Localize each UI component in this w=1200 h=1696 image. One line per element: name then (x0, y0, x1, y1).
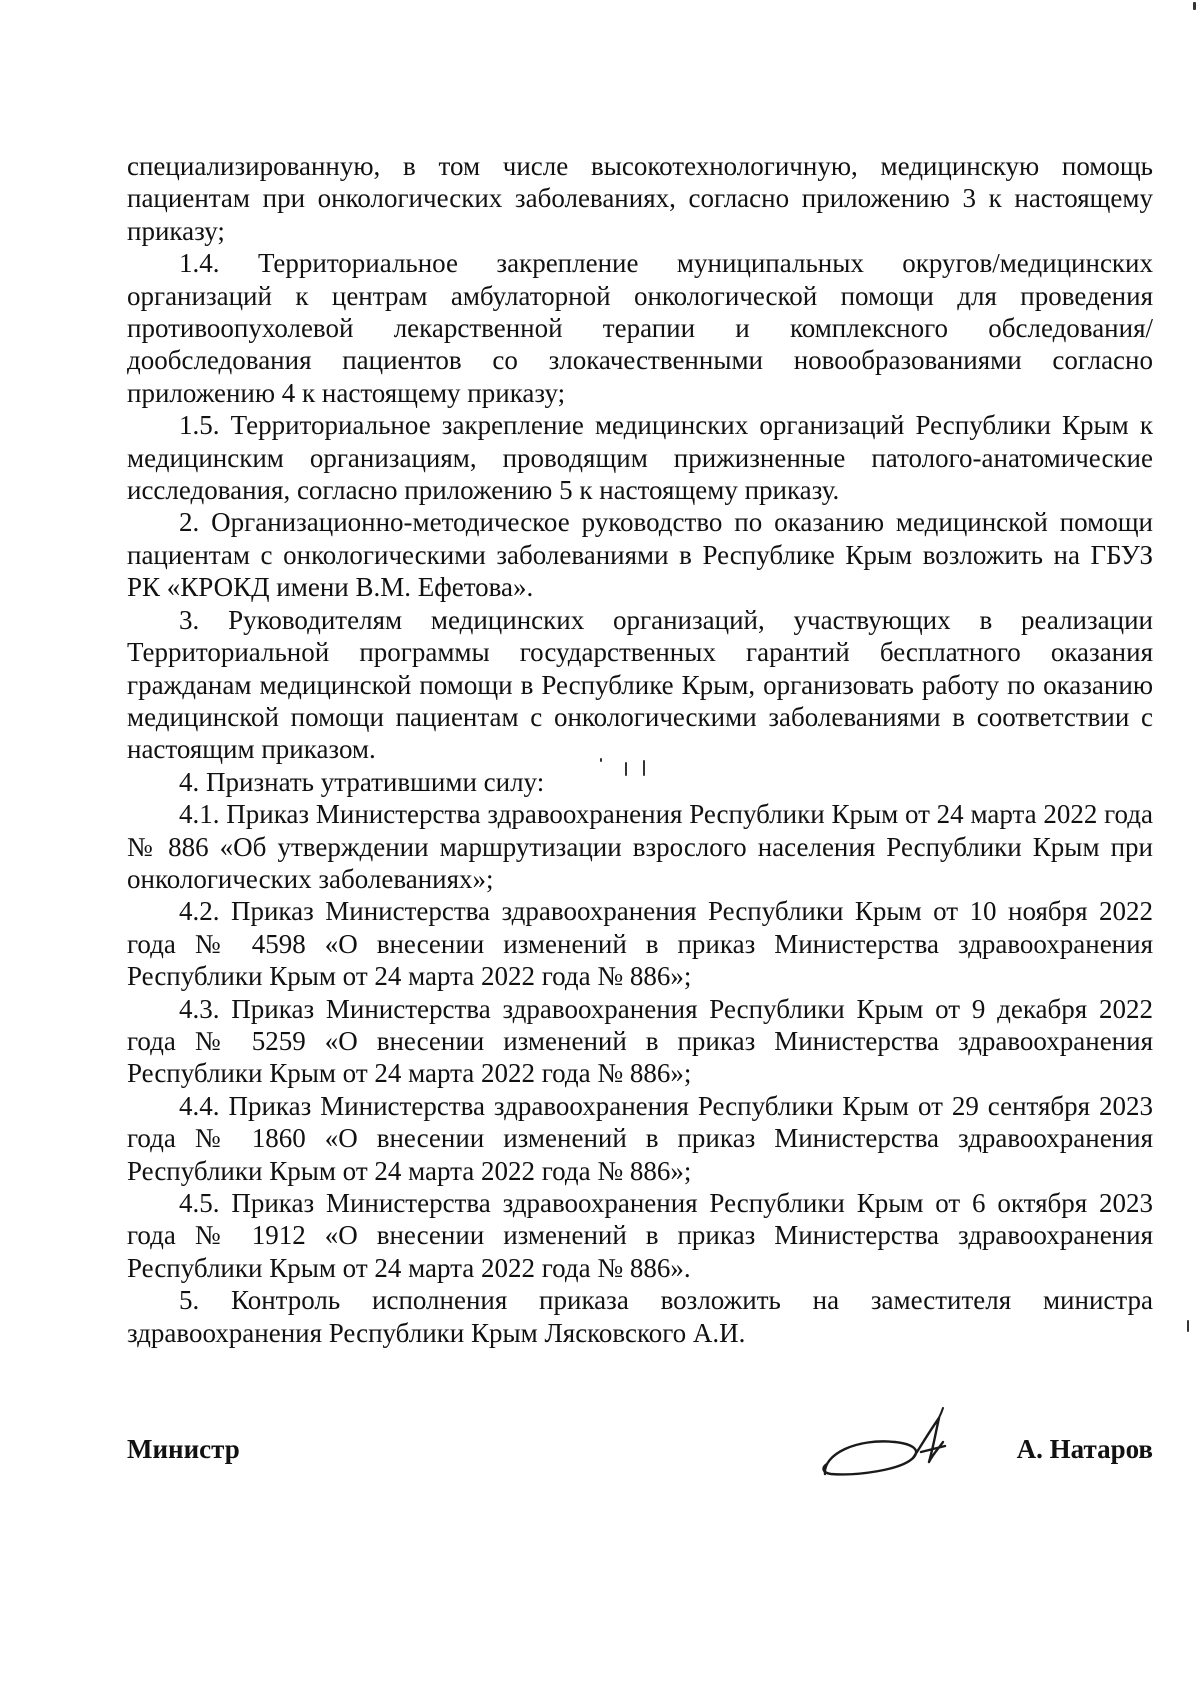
paragraph-4-1: 4.1. Приказ Министерства здравоохранения Республики Крым от 24 марта 2022 года № 886 «Об утверждении маршрутизации взрослого населения Республики Крым при онкологических заболеваниях»; (127, 799, 1153, 894)
paragraph-4-3: 4.3. Приказ Министерства здравоохранения Республики Крым от 9 декабря 2022 года № 5259 «О внесении изменений в приказ Министерства здравоохранения Республики Крым от 24 марта 2022 года № 886»; (127, 993, 1153, 1089)
paragraph-2: 2. Организационно-методическое руководство по оказанию медицинской помощи пациентам с онкологическими заболеваниями в Республике Крым возложить на ГБУЗ РК «КРОКД имени В.М. Ефетова». (127, 507, 1153, 603)
signatory-name: А. Натаров (1016, 1434, 1153, 1464)
paragraph-1-continuation: специализированную, в том числе высокотехнологичную, медицинскую помощь пациентам при онкологических заболеваниях, согласно приложению 3 к настоящему приказу; (127, 151, 1153, 246)
paragraph-3: 3. Руководителям медицинских организаций, участвующих в реализации Территориальной программы государственных гарантий бесплатного оказания гражданам медицинской помощи в Республике Крым, организовать работу по оказанию медицинской помощи пациентам с онкологическими заболеваниями в соответствии с настоящим приказом. (127, 604, 1153, 765)
scan-artifact (643, 760, 645, 776)
paragraph-4-2: 4.2. Приказ Министерства здравоохранения Республики Крым от 10 ноября 2022 года № 4598 «О внесении изменений в приказ Министерства здравоохранения Республики Крым от 24 марта 2022 года № 886»; (127, 896, 1153, 992)
scan-artifact (1193, 2, 1196, 10)
paragraph-4: 4. Признать утратившими силу: (179, 766, 545, 797)
scan-artifact (1187, 1320, 1189, 1332)
paragraph-4-4: 4.4. Приказ Министерства здравоохранения Республики Крым от 29 сентября 2023 года № 1860 «О внесении изменений в приказ Министерства здравоохранения Республики Крым от 24 марта 2022 года № 886»; (127, 1090, 1153, 1186)
scan-artifact (625, 762, 627, 776)
document-body (127, 150, 1153, 1349)
paragraph-1-5: 1.5. Территориальное закрепление медицинских организаций Республики Крым к медицинским организациям, проводящим прижизненные патолого-анатомические исследования, согласно приложению 5 к настоящему приказу. (127, 410, 1153, 506)
paragraph-5: 5. Контроль исполнения приказа возложить на заместителя министра здравоохранения Республики Крым Лясковского А.И. (127, 1285, 1153, 1348)
signatory-title: Министр (127, 1434, 240, 1464)
paragraph-4-5: 4.5. Приказ Министерства здравоохранения Республики Крым от 6 октября 2023 года № 1912 «О внесении изменений в приказ Министерства здравоохранения Республики Крым от 24 марта 2022 года № 886». (127, 1188, 1153, 1283)
scan-artifact (600, 758, 602, 762)
signature-block (127, 1424, 1153, 1504)
paragraph-1-4: 1.4. Территориальное закрепление муниципальных округов/медицинских организаций к центрам амбулаторной онкологической помощи для проведения противоопухолевой лекарственной терапии и комплексного обследования/дообследования пациентов со злокачественными новообразованиями согласно приложению 4 к настоящему приказу; (127, 248, 1153, 408)
handwritten-signature (817, 1402, 977, 1502)
